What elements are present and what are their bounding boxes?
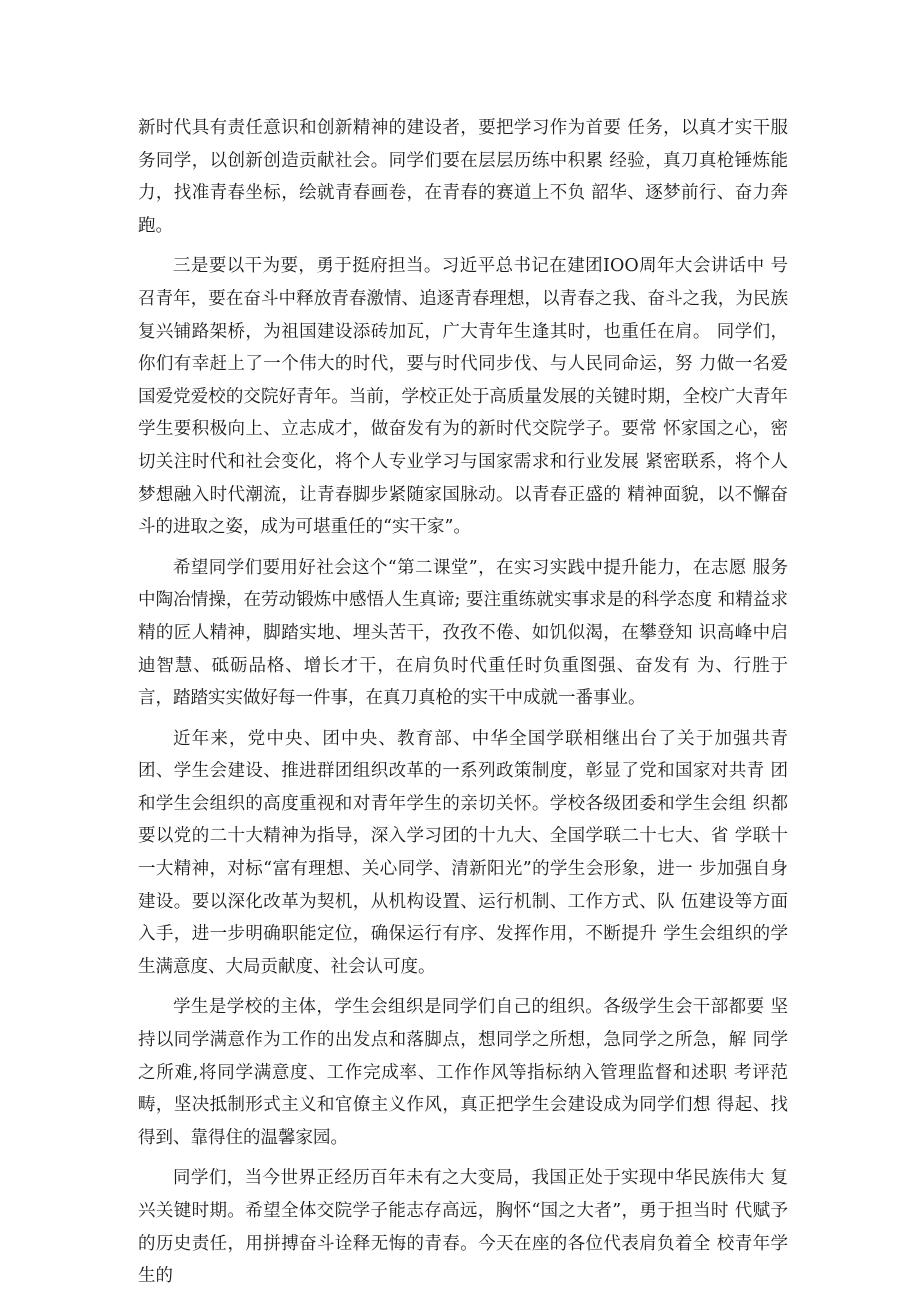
document-body bbox=[138, 112, 788, 1301]
paragraph: 新时代具有责任意识和创新精神的建设者，要把学习作为首要 任务，以真才实干服务同学，以创新创造贡献社会。同学们要在层层历练中积累 经验，真刀真枪锤炼能力，找准青春坐标，绘就青春画卷，在青春的赛道上不负 韶华、逐梦前行、奋力奔跑。 bbox=[138, 118, 788, 236]
paragraph: 学生是学校的主体，学生会组织是同学们自己的组织。各级学生会干部都要 坚持以同学满意作为工作的出发点和落脚点，想同学之所想，急同学之所急，解 同学之所难,将同学满意度、工作完成率、工作作风等指标纳入管理监督和述职 考评范畴，坚决抵制形式主义和官僚主义作风，真正把学生会建设成为同学们想 得起、找得到、靠得住的温馨家园。 bbox=[138, 997, 788, 1148]
paragraph: 同学们，当今世界正经历百年未有之大变局，我国正处于实现中华民族伟大 复兴关键时期。希望全体交院学子能志存高远，胸怀“国之大者”，勇于担当时 代赋予的历史责任，用拼搏奋斗诠释无悔的青春。今天在座的各位代表肩负着全 校青年学生的 bbox=[138, 1168, 788, 1287]
paragraph: 三是要以干为要，勇于挺府担当。习近平总书记在建团IOO周年大会讲话中 号召青年，要在奋斗中释放青春激情、追逐青春理想，以青春之我、奋斗之我，为民族复兴铺路架桥，为祖国建设添砖加瓦，广大青年生逢其时，也重任在肩。 同学们，你们有幸赶上了一个伟大的时代，要与时代同步伐、与人民同命运，努 力做一名爱国爱党爱校的交院好青年。当前，学校正处于高质量发展的关键时期，全校广大青年学生要积极向上、立志成才，做奋发有为的新时代交院学子。要常 怀家国之心，密切关注时代和社会变化，将个人专业学习与国家需求和行业发展 紧密联系，将个人梦想融入时代潮流，让青春脚步紧随家国脉动。以青春正盛的 精神面貌，以不懈奋斗的进取之姿，成为可堪重任的“实干家”。 bbox=[138, 256, 788, 538]
paragraph: 希望同学们要用好社会这个“第二课堂”，在实习实践中提升能力，在志愿 服务中陶冶情操，在劳动锻炼中感悟人生真谛; 要注重练就实事求是的科学态度 和精益求精的匠人精神，脚踏实地、埋头苦干，孜孜不倦、如饥似渴，在攀登知 识高峰中启迪智慧、砥砺品格、增长才干，在肩负时代重任时负重图强、奋发有 为、行胜于言，踏踏实实做好每一件事，在真刀真枪的实干中成就一番事业。 bbox=[138, 557, 788, 709]
paragraph: 近年来，党中央、团中央、教育部、中华全国学联相继出台了关于加强共青 团、学生会建设、推进群团组织改革的一系列政策制度，彰显了党和国家对共青 团和学生会组织的高度重视和对青年学生的亲切关怀。学校各级团委和学生会组 织都要以党的二十大精神为指导，深入学习团的十九大、全国学联二十七大、省 学联十一大精神，对标“富有理想、关心同学、清新阳光”的学生会形象，进一 步加强自身建设。要以深化改革为契机，从机构设置、运行机制、工作方式、队 伍建设等方面入手，进一步明确职能定位，确保运行有序、发挥作用，不断提升 学生会组织的学生满意度、大局贡献度、社会认可度。 bbox=[138, 728, 788, 977]
